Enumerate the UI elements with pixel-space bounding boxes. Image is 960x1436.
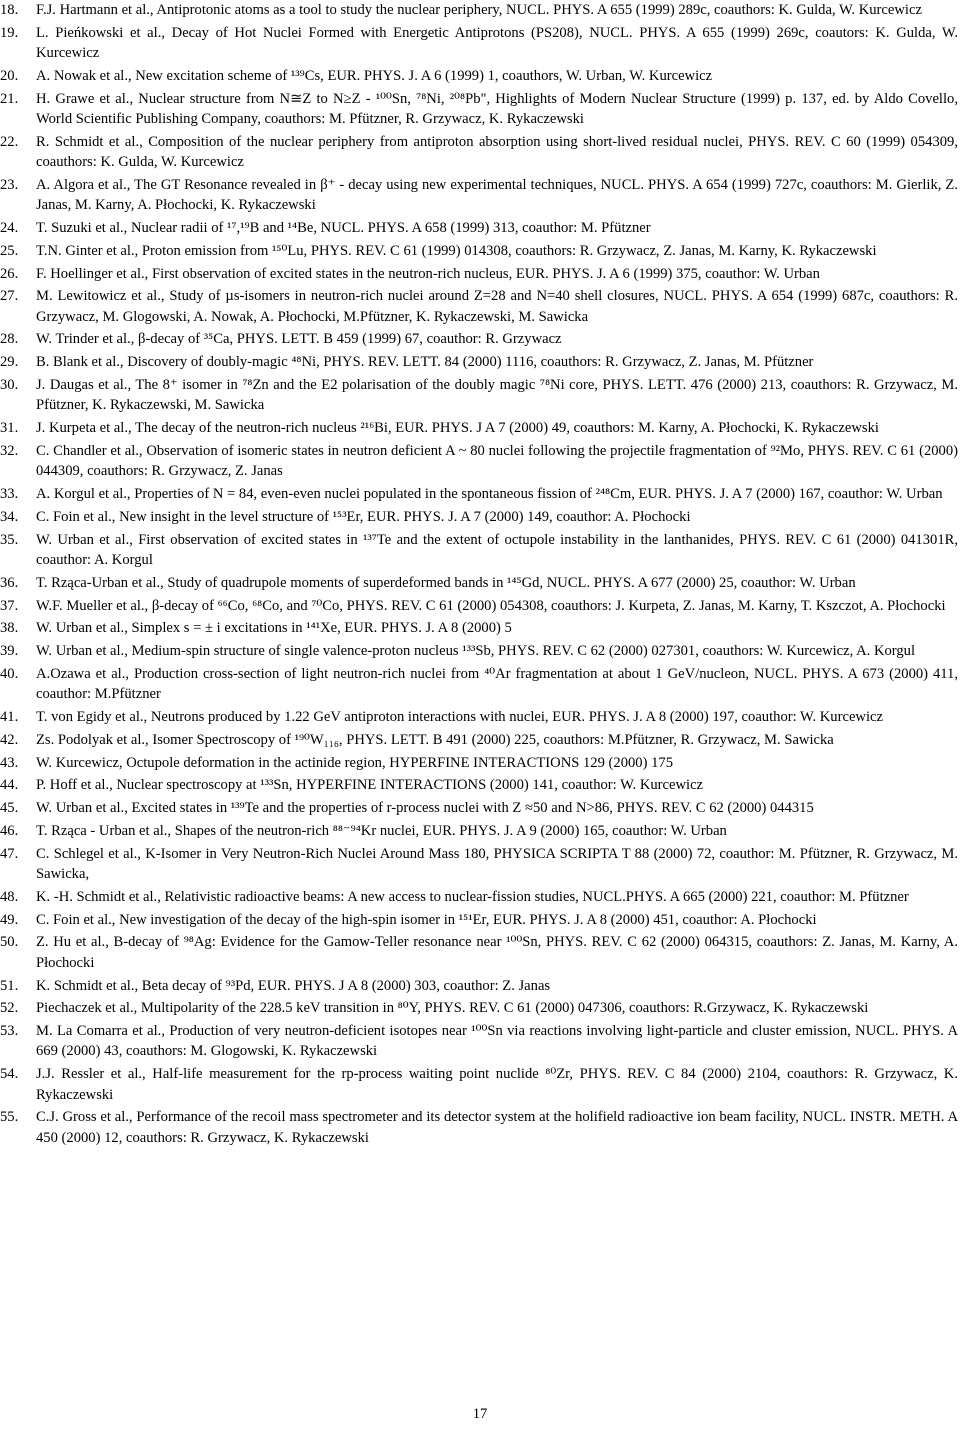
reference-text: J. Kurpeta et al., The decay of the neutron-rich nucleus ²¹⁶Bi, EUR. PHYS. J A 7 (2000) 49, coauthors: M. Karny, A. Płochocki, K. Rykaczewski xyxy=(36,420,879,437)
reference-number: 30. xyxy=(0,377,19,394)
reference-item xyxy=(0,175,960,216)
reference-number: 37. xyxy=(0,597,19,614)
reference-text: W.F. Mueller et al., β-decay of ⁶⁶Co, ⁶⁸Co, and ⁷⁰Co, PHYS. REV. C 61 (2000) 054308, coauthors: J. Kurpeta, Z. Janas, M. Karny, T. Kszczot, A. Płochocki xyxy=(36,597,946,614)
reference-number: 32. xyxy=(0,442,19,459)
reference-number: 52. xyxy=(0,1000,19,1017)
reference-item xyxy=(0,641,960,661)
reference-text: K. Schmidt et al., Beta decay of ⁹³Pd, EUR. PHYS. J A 8 (2000) 303, coauthor: Z. Janas xyxy=(36,977,551,994)
reference-item xyxy=(0,932,960,973)
reference-text: H. Grawe et al., Nuclear structure from N≅Z to N≥Z - ¹⁰⁰Sn, ⁷⁸Ni, ²⁰⁸Pb", Highlights of Modern Nuclear Structure (1999) p. 137, ed. by Aldo Covello, World Scientific Publishing Company, coauthors: M. Pfützner, R. Grzywacz, K. Rykaczewski xyxy=(36,90,958,127)
reference-number: 55. xyxy=(0,1109,19,1126)
reference-number: 51. xyxy=(0,977,19,994)
reference-text: C. Foin et al., New insight in the level structure of ¹⁵³Er, EUR. PHYS. J. A 7 (2000) 149, coauthor: A. Płochocki xyxy=(36,508,691,525)
reference-text: R. Schmidt et al., Composition of the nuclear periphery from antiproton absorption using short-lived residual nuclei, PHYS. REV. C 60 (1999) 054309, coauthors: K. Gulda, W. Kurcewicz xyxy=(36,133,958,171)
reference-number: 20. xyxy=(0,67,19,84)
reference-number: 26. xyxy=(0,265,19,282)
reference-text: M. Lewitowicz et al., Study of µs-isomers in neutron-rich nuclei around Z=28 and N=40 shell closures, NUCL. PHYS. A 654 (1999) 687c, coauthors: R. Grzywacz, M. Glogowski, A. Nowak, A. Płochocki, M.Pfützner, K. Rykaczewski, M. Sawicka xyxy=(36,288,958,325)
reference-item xyxy=(0,976,960,996)
reference-number: 49. xyxy=(0,911,19,928)
reference-item xyxy=(0,286,960,327)
page-number: 17 xyxy=(472,1406,488,1422)
reference-number: 45. xyxy=(0,800,19,817)
reference-number: 18. xyxy=(0,2,19,18)
reference-item xyxy=(0,798,960,818)
reference-text: C. Chandler et al., Observation of isomeric states in neutron deficient A ~ 80 nuclei following the projectile fragmentation of ⁹²Mo, PHYS. REV. C 61 (2000) 044309, coauthors: R. Grzywacz, Z. Janas xyxy=(36,442,958,480)
reference-text: Piechaczek et al., Multipolarity of the 228.5 keV transition in ⁸⁰Y, PHYS. REV. C 61 (2000) 047306, coauthors: R.Grzywacz, K. Rykaczewski xyxy=(36,1000,869,1017)
reference-item xyxy=(0,329,960,349)
reference-item xyxy=(0,507,960,527)
reference-text: W. Urban et al., First observation of excited states in ¹³⁷Te and the extent of octupole instability in the lanthanides, PHYS. REV. C 61 (2000) 041301R, coauthor: A. Korgul xyxy=(36,531,958,568)
reference-item xyxy=(0,775,960,795)
reference-item xyxy=(0,23,960,64)
reference-item xyxy=(0,707,960,727)
reference-number: 48. xyxy=(0,888,19,905)
reference-item xyxy=(0,730,960,750)
reference-text: T. Rząca - Urban et al., Shapes of the neutron-rich ⁸⁸⁻⁹⁴Kr nuclei, EUR. PHYS. J. A 9 (2000) 165, coauthor: W. Urban xyxy=(36,822,727,839)
reference-item xyxy=(0,375,960,416)
reference-item xyxy=(0,1021,960,1062)
reference-number: 36. xyxy=(0,574,19,591)
reference-text: Z. Hu et al., B-decay of ⁹⁸Ag: Evidence for the Gamow-Teller resonance near ¹⁰⁰Sn, PHYS. REV. C 62 (2000) 064315, coauthors: Z. Janas, M. Karny, A. Płochocki xyxy=(36,934,958,971)
reference-text: T. von Egidy et al., Neutrons produced by 1.22 GeV antiproton interactions with nuclei, EUR. PHYS. J. A 8 (2000) 197, coauthor: W. Kurcewicz xyxy=(36,709,883,725)
reference-text: M. La Comarra et al., Production of very neutron-deficient isotopes near ¹⁰⁰Sn via reactions involving light-particle and cluster emission, NUCL. PHYS. A 669 (2000) 43, coauthors: M. Glogowski, K. Rykaczewski xyxy=(36,1023,958,1060)
reference-number: 40. xyxy=(0,665,19,682)
reference-number: 21. xyxy=(0,90,19,107)
reference-text: A. Nowak et al., New excitation scheme of ¹³⁹Cs, EUR. PHYS. J. A 6 (1999) 1, coauthors, W. Urban, W. Kurcewicz xyxy=(36,67,713,84)
reference-item xyxy=(0,1064,960,1105)
reference-text: C. Foin et al., New investigation of the decay of the high-spin isomer in ¹⁵¹Er, EUR. PHYS. J. A 8 (2000) 451, coauthor: A. Płochocki xyxy=(36,911,817,928)
reference-number: 46. xyxy=(0,822,19,839)
reference-item xyxy=(0,264,960,284)
reference-number: 27. xyxy=(0,288,19,305)
reference-text: F. Hoellinger et al., First observation of excited states in the neutron-rich nucleus, EUR. PHYS. J. A 6 (1999) 375, coauthor: W. Urban xyxy=(36,265,820,282)
reference-number: 24. xyxy=(0,219,19,236)
reference-number: 43. xyxy=(0,754,19,771)
reference-text: A. Algora et al., The GT Resonance revealed in β⁺ - decay using new experimental techniques, NUCL. PHYS. A 654 (1999) 727c, coauthors: M. Gierlik, Z. Janas, M. Karny, A. Płochocki, K. Rykaczewski xyxy=(36,176,958,214)
reference-text: A. Korgul et al., Properties of N = 84, even-even nuclei populated in the spontaneous fission of ²⁴⁸Cm, EUR. PHYS. J. A 7 (2000) 167, coauthor: W. Urban xyxy=(36,486,943,503)
reference-item xyxy=(0,596,960,616)
reference-item xyxy=(0,1107,960,1148)
reference-item xyxy=(0,887,960,907)
reference-number: 42. xyxy=(0,731,19,748)
reference-text: K. -H. Schmidt et al., Relativistic radioactive beams: A new access to nuclear-fission studies, NUCL.PHYS. A 665 (2000) 221, coauthor: M. Pfützner xyxy=(36,888,909,905)
reference-text: Zs. Podolyak et al., Isomer Spectroscopy of ¹⁹⁰W₁₁₆, PHYS. LETT. B 491 (2000) 225, coauthors: M.Pfützner, R. Grzywacz, M. Sawicka xyxy=(36,731,834,748)
reference-text: C.J. Gross et al., Performance of the recoil mass spectrometer and its detector system at the holifield radioactive ion beam facility, NUCL. INSTR. METH. A 450 (2000) 12, coauthors: R. Grzywacz, K. Rykaczewski xyxy=(36,1109,958,1146)
reference-number: 54. xyxy=(0,1066,19,1083)
reference-text: T.N. Ginter et al., Proton emission from ¹⁵⁰Lu, PHYS. REV. C 61 (1999) 014308, coauthors: R. Grzywacz, Z. Janas, M. Karny, K. Rykaczewski xyxy=(36,242,877,259)
reference-text: F.J. Hartmann et al., Antiprotonic atoms as a tool to study the nuclear periphery, NUCL. PHYS. A 655 (1999) 289c, coauthors: K. Gulda, W. Kurcewicz xyxy=(36,2,922,18)
reference-item xyxy=(0,352,960,372)
reference-item xyxy=(0,753,960,773)
reference-number: 38. xyxy=(0,620,19,637)
reference-item xyxy=(0,0,960,20)
reference-item xyxy=(0,441,960,482)
reference-item xyxy=(0,573,960,593)
reference-text: J.J. Ressler et al., Half-life measurement for the rp-process waiting point nuclide ⁸⁰Zr, PHYS. REV. C 84 (2000) 2104, coauthors: R. Grzywacz, K. Rykaczewski xyxy=(36,1066,958,1103)
reference-number: 25. xyxy=(0,242,19,259)
reference-text: C. Schlegel et al., K-Isomer in Very Neutron-Rich Nuclei Around Mass 180, PHYSICA SCRIPTA T 88 (2000) 72, coauthor: M. Pfützner, R. Grzywacz, M. Sawicka, xyxy=(36,845,958,883)
reference-text: W. Urban et al., Medium-spin structure of single valence-proton nucleus ¹³³Sb, PHYS. REV. C 62 (2000) 027301, coauthors: W. Kurcewicz, A. Korgul xyxy=(36,643,916,660)
reference-text: W. Urban et al., Simplex s = ± i excitations in ¹⁴¹Xe, EUR. PHYS. J. A 8 (2000) 5 xyxy=(36,620,512,637)
reference-number: 50. xyxy=(0,934,19,951)
reference-text: W. Urban et al., Excited states in ¹³⁹Te and the properties of r-process nuclei with Z ≈50 and N>86, PHYS. REV. C 62 (2000) 044315 xyxy=(36,800,814,817)
reference-number: 22. xyxy=(0,133,19,150)
reference-item xyxy=(0,89,960,130)
reference-number: 33. xyxy=(0,486,19,503)
reference-item xyxy=(0,844,960,885)
reference-item xyxy=(0,132,960,173)
reference-text: L. Pieńkowski et al., Decay of Hot Nuclei Formed with Energetic Antiprotons (PS208), NUCL. PHYS. A 655 (1999) 269c, coautors: K. Gulda, W. Kurcewicz xyxy=(36,24,958,62)
reference-number: 34. xyxy=(0,508,19,525)
reference-item xyxy=(0,910,960,930)
reference-text: A.Ozawa et al., Production cross-section of light neutron-rich nuclei from ⁴⁰Ar fragmentation at about 1 GeV/nucleon, NUCL. PHYS. A 673 (2000) 411, coauthor: M.Pfützner xyxy=(36,665,958,703)
reference-item xyxy=(0,664,960,705)
reference-text: W. Trinder et al., β-decay of ³⁵Ca, PHYS. LETT. B 459 (1999) 67, coauthor: R. Grzywacz xyxy=(36,331,562,348)
reference-number: 47. xyxy=(0,845,19,862)
reference-number: 31. xyxy=(0,420,19,437)
reference-item xyxy=(0,618,960,638)
reference-item xyxy=(0,241,960,261)
reference-item xyxy=(0,484,960,504)
reference-number: 29. xyxy=(0,354,19,371)
reference-text: B. Blank et al., Discovery of doubly-magic ⁴⁸Ni, PHYS. REV. LETT. 84 (2000) 1116, coauthors: R. Grzywacz, Z. Janas, M. Pfützner xyxy=(36,354,814,371)
reference-number: 41. xyxy=(0,709,19,725)
reference-text: J. Daugas et al., The 8⁺ isomer in ⁷⁸Zn and the E2 polarisation of the doubly magic ⁷⁸Ni core, PHYS. LETT. 476 (2000) 213, coauthors: R. Grzywacz, M. Pfützner, K. Rykaczewski, M. Sawicka xyxy=(36,377,958,414)
reference-number: 44. xyxy=(0,777,19,794)
reference-item xyxy=(0,530,960,571)
reference-text: T. Suzuki et al., Nuclear radii of ¹⁷,¹⁹B and ¹⁴Be, NUCL. PHYS. A 658 (1999) 313, coauthor: M. Pfützner xyxy=(36,219,651,236)
reference-number: 28. xyxy=(0,331,19,348)
reference-number: 39. xyxy=(0,643,19,660)
reference-item xyxy=(0,418,960,438)
reference-text: W. Kurcewicz, Octupole deformation in the actinide region, HYPERFINE INTERACTIONS 129 (2000) 175 xyxy=(36,754,673,771)
reference-number: 53. xyxy=(0,1023,19,1040)
reference-text: P. Hoff et al., Nuclear spectroscopy at ¹³³Sn, HYPERFINE INTERACTIONS (2000) 141, coauthor: W. Kurcewicz xyxy=(36,777,704,794)
reference-number: 35. xyxy=(0,531,19,548)
reference-item xyxy=(0,821,960,841)
reference-text: T. Rząca-Urban et al., Study of quadrupole moments of superdeformed bands in ¹⁴⁵Gd, NUCL. PHYS. A 677 (2000) 25, coauthor: W. Urban xyxy=(36,574,856,591)
reference-item xyxy=(0,218,960,238)
reference-number: 19. xyxy=(0,24,19,41)
reference-item xyxy=(0,998,960,1018)
reference-item xyxy=(0,66,960,86)
reference-number: 23. xyxy=(0,176,19,193)
